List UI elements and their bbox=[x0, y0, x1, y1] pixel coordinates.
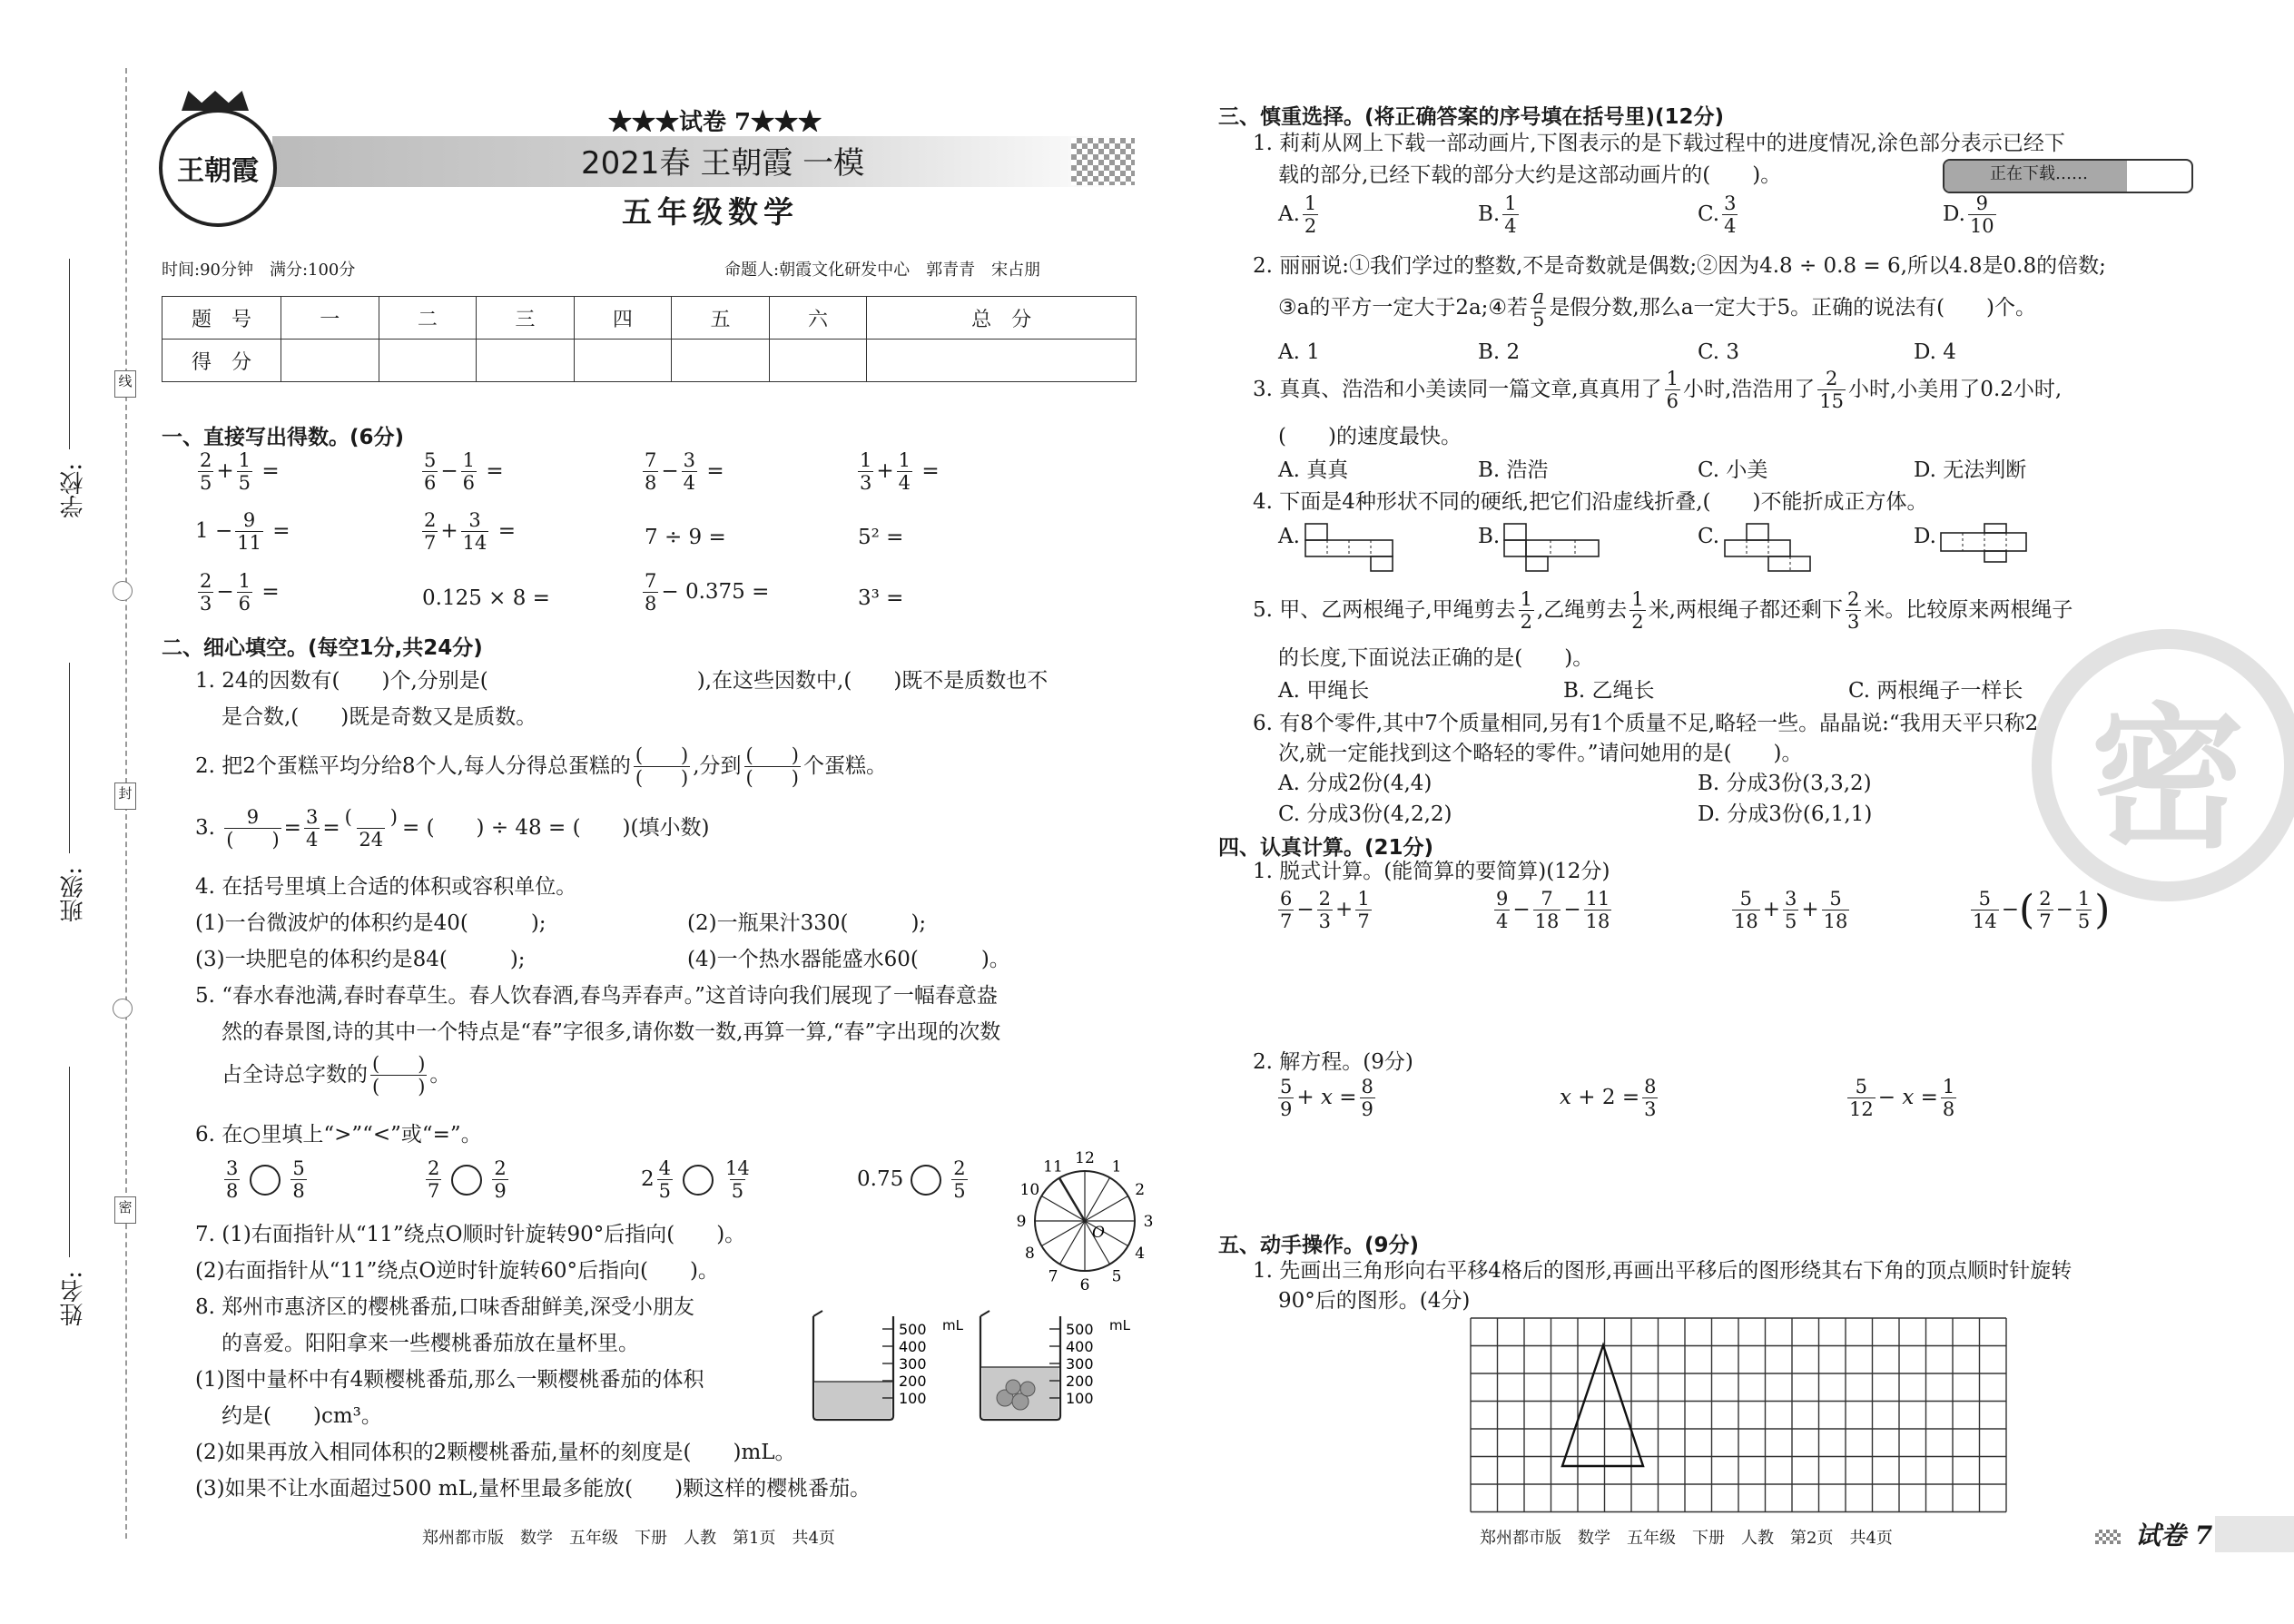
calc-item[interactable]: 0.125 × 8 = bbox=[422, 586, 550, 610]
class-field[interactable] bbox=[62, 663, 98, 971]
q3-2-line1: 2. 丽丽说:①我们学过的整数,不是奇数就是偶数;②因为4.8 ÷ 0.8 = 6,所以4.8是0.8的倍数; bbox=[1253, 254, 2106, 278]
q3-1-options bbox=[1278, 192, 2186, 247]
option-c[interactable]: C. 两根绳子一样长 bbox=[1848, 679, 2023, 703]
equation[interactable]: $\frac{5}{9}$ + x = $\frac{8}{9}$ bbox=[1280, 1076, 1373, 1121]
crown-icon bbox=[182, 91, 249, 111]
clock-number: 9 bbox=[1016, 1213, 1027, 1231]
compare-circle[interactable] bbox=[250, 1165, 281, 1196]
left-footer: 郑州都市版 数学 五年级 下册 人教 第1页 共4页 bbox=[422, 1529, 835, 1548]
option-a[interactable]: A. 分成2份(4,4) bbox=[1278, 772, 1433, 795]
equation[interactable]: $\frac{5}{12}$ − x = $\frac{1}{8}$ bbox=[1849, 1076, 1955, 1121]
q4-2-title: 2. 解方程。(9分) bbox=[1253, 1050, 1413, 1074]
q5-1-line2: 90°后的图形。(4分) bbox=[1278, 1289, 1471, 1313]
score-header: 一 bbox=[281, 297, 379, 340]
logo-icon: 王朝霞 bbox=[177, 155, 259, 187]
q2-6: 6. 在○里填上“>”“<”或“=”。 bbox=[195, 1123, 482, 1147]
beaker-left bbox=[806, 1307, 979, 1430]
q2-1-line1: 1. 24的因数有( )个,分别是( ),在这些因数中,( )既不是质数也不 bbox=[195, 669, 1049, 693]
binding-mark-secret: 密 bbox=[114, 1196, 136, 1224]
clock-spoke bbox=[1060, 1221, 1086, 1265]
drawing-grid[interactable] bbox=[1469, 1316, 2009, 1516]
q2-3: 3. $\frac{9}{( )}$ = $\frac{3}{4}$ = $\frac{( )}{24}$ = ( ) ÷ 48 = ( )(填小数) bbox=[195, 806, 710, 851]
clock-number: 3 bbox=[1143, 1213, 1154, 1231]
option-c[interactable]: C. 3 bbox=[1698, 340, 1740, 364]
time-info: 时间:90分钟 满分:100分 bbox=[162, 261, 356, 280]
option-b[interactable]: B. 分成3份(3,3,2) bbox=[1698, 772, 1872, 795]
beaker-tick-label: 100 bbox=[1066, 1390, 1094, 1407]
beaker-right bbox=[973, 1307, 1146, 1430]
beaker-tick-label: 200 bbox=[899, 1373, 927, 1390]
calc-item[interactable]: $\frac{2}{5}$ + $\frac{1}{5}$ = bbox=[200, 449, 280, 495]
q3-1-line1: 1. 莉莉从网上下载一部动画片,下图表示的是下载过程中的进度情况,涂色部分表示已经下 bbox=[1253, 132, 2065, 155]
option-b[interactable]: B. $\frac{1}{4}$ bbox=[1478, 192, 1517, 238]
q2-4-2: (2)一瓶果汁330( ); bbox=[687, 911, 927, 935]
q2-7-2: (2)右面指针从“11”绕点O逆时针旋转60°后指向( )。 bbox=[195, 1259, 719, 1283]
subject-title: 五年级数学 bbox=[622, 194, 799, 230]
corner-tab bbox=[2215, 1516, 2294, 1552]
beaker-tick-label: 300 bbox=[1066, 1355, 1094, 1373]
option-c[interactable]: C. 分成3份(4,2,2) bbox=[1278, 802, 1452, 826]
corner-dots bbox=[2095, 1530, 2121, 1544]
class-label: 班级: bbox=[60, 867, 87, 922]
compare-circle[interactable] bbox=[911, 1165, 941, 1196]
q3-5-line1: 5. 甲、乙两根绳子,甲绳剪去 $\frac{1}{2}$ ,乙绳剪去 $\frac{1}{2}$ 米,两根绳子都还剩下 $\frac{2}{3}$ 米。比较原来两根绳子 bbox=[1253, 588, 2073, 634]
score-header: 六 bbox=[769, 297, 867, 340]
calc-item[interactable]: 7 ÷ 9 = bbox=[645, 526, 726, 549]
score-cell[interactable] bbox=[379, 340, 477, 382]
binding-hole-icon bbox=[113, 581, 133, 601]
option-d[interactable]: D. 无法判断 bbox=[1914, 458, 2027, 482]
compare-item[interactable]: 2 $\frac{4}{5}$ $\frac{14}{5}$ bbox=[641, 1157, 750, 1203]
q2-7-1: 7. (1)右面指针从“11”绕点O顺时针旋转90°后指向( )。 bbox=[195, 1223, 746, 1246]
download-progress-bar bbox=[1943, 159, 2193, 193]
calc-expression[interactable]: $\frac{9}{4}$ − $\frac{7}{18}$ − $\frac{11}{18}$ bbox=[1496, 888, 1610, 933]
clock-number: 4 bbox=[1135, 1245, 1146, 1263]
beaker-tick-label: 100 bbox=[899, 1390, 927, 1407]
q3-4: 4. 下面是4种形状不同的硬纸,把它们沿虚线折叠,( )不能折成正方体。 bbox=[1253, 490, 1928, 514]
option-b[interactable]: B. 浩浩 bbox=[1478, 458, 1549, 482]
score-cell[interactable] bbox=[769, 340, 867, 382]
compare-item[interactable]: $\frac{3}{8}$ $\frac{5}{8}$ bbox=[226, 1157, 305, 1203]
compare-item[interactable]: 0.75 $\frac{2}{5}$ bbox=[857, 1157, 966, 1203]
q2-8-line1: 8. 郑州市惠济区的樱桃番茄,口味香甜鲜美,深受小朋友 bbox=[195, 1295, 694, 1319]
beaker-tick-label: 500 bbox=[899, 1321, 927, 1338]
authors: 命题人:朝霞文化研发中心 郭青青 宋占朋 bbox=[724, 261, 1041, 280]
name-field[interactable] bbox=[62, 1067, 98, 1375]
clock-number: 1 bbox=[1111, 1157, 1122, 1176]
q2-8-1b: 约是( )cm³。 bbox=[222, 1404, 382, 1428]
calc-item[interactable]: $\frac{1}{3}$ + $\frac{1}{4}$ = bbox=[860, 449, 940, 495]
beaker-tick-label: 200 bbox=[1066, 1373, 1094, 1390]
exam-title: 2021春 王朝霞 一模 bbox=[581, 145, 865, 182]
option-b[interactable]: B. bbox=[1478, 525, 1501, 548]
section4-title: 四、认真计算。(21分) bbox=[1218, 836, 1434, 860]
calc-item[interactable]: $\frac{5}{6}$ − $\frac{1}{6}$ = bbox=[424, 449, 504, 495]
school-label: 学校: bbox=[60, 463, 87, 518]
q2-4-3: (3)一块肥皂的体积约是84( ); bbox=[195, 948, 526, 971]
cube-net-b bbox=[1502, 522, 1602, 573]
option-c[interactable]: C. 小美 bbox=[1698, 458, 1768, 482]
cube-net-c bbox=[1723, 522, 1814, 573]
option-a[interactable]: A. $\frac{1}{2}$ bbox=[1278, 192, 1317, 238]
score-row-label: 得 分 bbox=[162, 340, 281, 382]
q2-5-line2: 然的春景图,诗的其中一个特点是“春”字很多,请你数一数,再算一算,“春”字出现的次数 bbox=[222, 1020, 1001, 1044]
q2-4: 4. 在括号里填上合适的体积或容积单位。 bbox=[195, 875, 577, 899]
section1-title: 一、直接写出得数。(6分) bbox=[162, 426, 405, 449]
calc-expression[interactable]: $\frac{6}{7}$ − $\frac{2}{3}$ + $\frac{1}{7}$ bbox=[1280, 888, 1370, 933]
confidential-stamp bbox=[2032, 629, 2294, 901]
corner-label: 试卷 7 bbox=[2135, 1521, 2213, 1550]
option-a[interactable]: A. 1 bbox=[1278, 340, 1320, 364]
q2-5-line3: 占全诗总字数的 $\frac{( )}{( )}$ 。 bbox=[222, 1053, 451, 1098]
beaker-tick-label: 400 bbox=[1066, 1338, 1094, 1355]
school-field[interactable] bbox=[62, 259, 98, 567]
q3-3-line2: ( )的速度最快。 bbox=[1278, 425, 1462, 448]
clock-spoke bbox=[1085, 1177, 1110, 1221]
compare-circle[interactable] bbox=[683, 1165, 714, 1196]
beaker-tick-label: 300 bbox=[899, 1355, 927, 1373]
binding-mark-seal: 封 bbox=[114, 782, 136, 810]
clock-number: 7 bbox=[1048, 1267, 1058, 1286]
q2-8-2: (2)如果再放入相同体积的2颗樱桃番茄,量杯的刻度是( )mL。 bbox=[195, 1441, 796, 1464]
q5-1-line1: 1. 先画出三角形向右平移4格后的图形,再画出平移后的图形绕其右下角的顶点顺时针旋转 bbox=[1253, 1259, 2072, 1283]
q2-8-3: (3)如果不让水面超过500 mL,量杯里最多能放( )颗这样的樱桃番茄。 bbox=[195, 1477, 871, 1501]
q3-3-line1: 3. 真真、浩浩和小美读同一篇文章,真真用了 $\frac{1}{6}$ 小时,浩浩用了 $\frac{2}{15}$ 小时,小美用了0.2小时, bbox=[1253, 368, 2063, 413]
q2-8-line2: 的喜爱。阳阳拿来一些樱桃番茄放在量杯里。 bbox=[222, 1332, 639, 1355]
binding-hole-icon bbox=[113, 999, 133, 1019]
option-d[interactable]: D. 4 bbox=[1914, 340, 1956, 364]
score-cell[interactable] bbox=[477, 340, 575, 382]
clock-number: 5 bbox=[1111, 1267, 1122, 1286]
calc-item[interactable]: $\frac{2}{7}$ + $\frac{3}{14}$ = bbox=[424, 509, 516, 555]
compare-item[interactable]: $\frac{2}{7}$ $\frac{2}{9}$ bbox=[428, 1157, 507, 1203]
clock-number: 12 bbox=[1075, 1149, 1095, 1167]
q3-6-line2: 次,就一定能找到这个略轻的零件。”请问她用的是( )。 bbox=[1278, 742, 1803, 765]
right-footer: 郑州都市版 数学 五年级 下册 人教 第2页 共4页 bbox=[1480, 1529, 1893, 1548]
option-b[interactable]: B. 2 bbox=[1478, 340, 1521, 364]
name-label: 姓名: bbox=[60, 1271, 87, 1326]
score-header: 题 号 bbox=[162, 297, 281, 340]
score-cell[interactable] bbox=[867, 340, 1137, 382]
q2-6-items bbox=[222, 1157, 1011, 1212]
beaker-tick-label: 400 bbox=[899, 1338, 927, 1355]
clock-diagram bbox=[1012, 1148, 1157, 1294]
score-header: 三 bbox=[477, 297, 575, 340]
q2-2: 2. 把2个蛋糕平均分给8个人,每人分得总蛋糕的 $\frac{( )}{( )}$ ,分到 $\frac{( )}{( )}$ 个蛋糕。 bbox=[195, 744, 887, 790]
q2-5-line1: 5. “春水春池满,春时春草生。春人饮春酒,春鸟弄春声。”这首诗向我们展现了一幅春意盎 bbox=[195, 984, 998, 1008]
clock-number: 8 bbox=[1024, 1245, 1035, 1263]
option-c[interactable]: C. $\frac{3}{4}$ bbox=[1698, 192, 1737, 238]
option-d[interactable]: D. $\frac{9}{10}$ bbox=[1943, 192, 1994, 238]
score-cell[interactable] bbox=[672, 340, 770, 382]
clock-number: 11 bbox=[1043, 1157, 1063, 1176]
q4-1-title: 1. 脱式计算。(能简算的要简算)(12分) bbox=[1253, 860, 1610, 883]
calc-item[interactable]: 1 − $\frac{9}{11}$ = bbox=[195, 509, 290, 555]
stamp-char: 密 bbox=[2090, 689, 2245, 870]
score-header: 总 分 bbox=[867, 297, 1137, 340]
q3-1-line2: 载的部分,已经下载的部分大约是这部动画片的( )。 bbox=[1278, 163, 1782, 187]
option-b[interactable]: B. 乙绳长 bbox=[1563, 679, 1655, 703]
calc-item[interactable]: $\frac{7}{8}$ − $\frac{3}{4}$ = bbox=[645, 449, 724, 495]
clock-spoke bbox=[1085, 1196, 1128, 1222]
option-d[interactable]: D. 分成3份(6,1,1) bbox=[1698, 802, 1873, 826]
score-cell[interactable] bbox=[281, 340, 379, 382]
compare-circle[interactable] bbox=[451, 1165, 482, 1196]
q3-2-line2: ③a的平方一定大于2a;④若 $\frac{a}{5}$ 是假分数,那么a一定大于5。正确的说法有( )个。 bbox=[1278, 286, 2037, 331]
calc-item[interactable]: 3³ = bbox=[858, 586, 904, 610]
series-label: ★★★试卷 7★★★ bbox=[608, 109, 822, 136]
score-cell[interactable] bbox=[574, 340, 672, 382]
beaker-tick-label: 500 bbox=[1066, 1321, 1094, 1338]
beaker-unit: mL bbox=[942, 1317, 963, 1334]
cube-net-d bbox=[1939, 522, 2030, 573]
option-d[interactable]: D. bbox=[1914, 525, 1936, 548]
option-c[interactable]: C. bbox=[1698, 525, 1720, 548]
score-header: 五 bbox=[672, 297, 770, 340]
section3-title: 三、慎重选择。(将正确答案的序号填在括号里)(12分) bbox=[1218, 105, 1725, 129]
logo-badge bbox=[159, 109, 277, 227]
option-a[interactable]: A. 甲绳长 bbox=[1278, 679, 1370, 703]
score-header: 四 bbox=[574, 297, 672, 340]
score-table bbox=[162, 296, 1137, 382]
clock-number: 6 bbox=[1079, 1276, 1090, 1294]
equation[interactable]: x + 2 = $\frac{8}{3}$ bbox=[1560, 1076, 1657, 1121]
q2-1-line2: 是合数,( )既是奇数又是质数。 bbox=[222, 705, 537, 729]
beaker-unit: mL bbox=[1109, 1317, 1130, 1334]
score-header: 二 bbox=[379, 297, 477, 340]
option-a[interactable]: A. 真真 bbox=[1278, 458, 1349, 482]
section2-title: 二、细心填空。(每空1分,共24分) bbox=[162, 636, 483, 660]
clock-center-label: O bbox=[1092, 1224, 1105, 1242]
section5-title: 五、动手操作。(9分) bbox=[1218, 1234, 1420, 1257]
calc-expression[interactable]: $\frac{5}{14}$ − ( $\frac{2}{7}$ − $\frac{1}{5}$ ) bbox=[1973, 886, 2111, 933]
q2-4-4: (4)一个热水器能盛水60( )。 bbox=[687, 948, 1010, 971]
cube-net-a bbox=[1304, 522, 1394, 573]
clock-number: 10 bbox=[1019, 1181, 1040, 1199]
binding-mark-line: 线 bbox=[114, 370, 136, 398]
option-a[interactable]: A. bbox=[1278, 525, 1300, 548]
calc-expression[interactable]: $\frac{5}{18}$ + $\frac{3}{5}$ + $\frac{5}{18}$ bbox=[1734, 888, 1848, 933]
calc-item[interactable]: $\frac{2}{3}$ − $\frac{1}{6}$ = bbox=[200, 570, 280, 615]
checker-pattern bbox=[1071, 138, 1135, 185]
clock-number: 2 bbox=[1135, 1181, 1146, 1199]
q2-4-1: (1)一台微波炉的体积约是40( ); bbox=[195, 911, 546, 935]
download-label: 正在下载…… bbox=[1990, 164, 2088, 183]
calc-item[interactable]: $\frac{7}{8}$ − 0.375 = bbox=[645, 570, 770, 615]
q3-5-line2: 的长度,下面说法正确的是( )。 bbox=[1278, 646, 1594, 670]
q3-6-line1: 6. 有8个零件,其中7个质量相同,另有1个质量不足,略轻一些。晶晶说:“我用天平只称2 bbox=[1253, 712, 2039, 735]
clock-spoke bbox=[1041, 1221, 1085, 1246]
calc-item[interactable]: 5² = bbox=[858, 526, 904, 549]
q2-8-1a: (1)图中量杯中有4颗樱桃番茄,那么一颗樱桃番茄的体积 bbox=[195, 1368, 704, 1392]
